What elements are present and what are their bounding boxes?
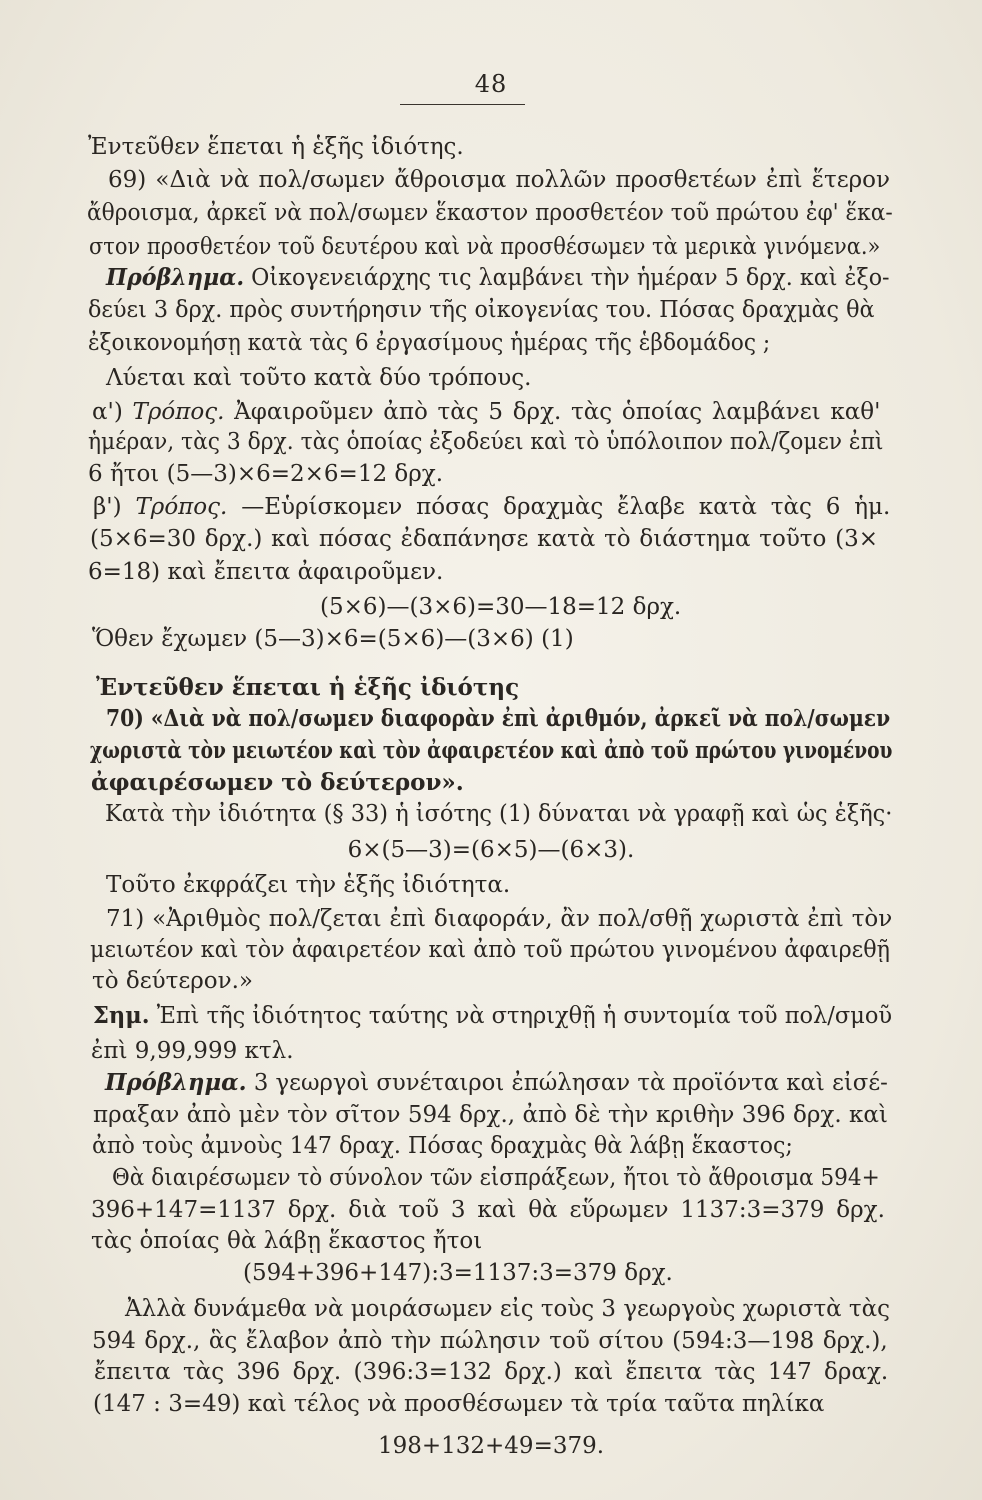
text-segment: Τρόπος. <box>132 399 225 425</box>
text-segment: ἀπὸ τοὺς ἀμνοὺς 147 δραχ. Πόσας δραχμὰς θὰ λάβῃ ἕκαστος; <box>92 1133 793 1159</box>
text-segment: 6×(5—3)=(6×5)—(6×3). <box>347 837 635 863</box>
text-segment: ἐπὶ 9,99,999 κτλ. <box>91 1038 294 1064</box>
text-line <box>93 1001 892 1031</box>
text-line <box>105 799 892 829</box>
text-line <box>89 232 880 262</box>
text-segment: 69) «Διὰ νὰ πολ/σωμεν ἄθροισμα πολλῶν προσθετέων ἐπὶ ἕτερον <box>108 167 890 193</box>
text-segment: τὸ δεύτερον.» <box>92 968 253 994</box>
text-line <box>92 397 880 427</box>
text-line <box>106 904 892 934</box>
text-segment: 198+132+49=379. <box>377 1433 605 1459</box>
text-line <box>88 459 443 489</box>
text-line <box>88 132 464 162</box>
text-segment: 6=18) καὶ ἔπειτα ἀφαιροῦμεν. <box>88 559 444 585</box>
text-line <box>88 295 875 325</box>
text-line <box>96 673 519 703</box>
text-segment: 70) «Διὰ νὰ πολ/σωμεν διαφορὰν ἐπὶ ἀριθμόν, ἀρκεῖ νὰ πολ/σωμεν <box>106 705 891 732</box>
text-segment: —Εὑρίσκομεν πόσας δραχμὰς ἔλαβε κατὰ τὰς 6 ἡμ. <box>227 494 891 520</box>
text-line <box>91 768 464 798</box>
text-line <box>243 1258 673 1288</box>
text-segment: μειωτέον καὶ τὸν ἀφαιρετέον καὶ ἀπὸ τοῦ πρώτου γινομένου ἀφαιρεθῇ <box>90 937 890 963</box>
text-segment: Σημ. <box>93 1002 150 1029</box>
text-segment: Θὰ διαιρέσωμεν τὸ σύνολον τῶν εἰσπράξεων, ἤτοι τὸ ἄθροισμα 594+ <box>112 1165 880 1191</box>
text-line <box>92 1326 888 1356</box>
text-segment: Ὅθεν ἔχωμεν (5—3)×6=(5×6)—(3×6) (1) <box>92 626 574 652</box>
text-segment: β') <box>93 494 136 520</box>
text-segment: Λύεται καὶ τοῦτο κατὰ δύο τρόπους. <box>106 365 532 391</box>
text-line <box>93 492 890 522</box>
text-line <box>90 736 892 766</box>
text-segment: 71) «Ἀριθμὸς πολ/ζεται ἐπὶ διαφοράν, ἂν πολ/σθῇ χωριστὰ ἐπὶ τὸν <box>106 906 893 932</box>
text-segment: Τρόπος. <box>135 494 228 520</box>
text-segment: Ἀλλὰ δυνάμεθα νὰ μοιράσωμεν εἰς τοὺς 3 γεωργοὺς χωριστὰ τὰς <box>125 1296 890 1322</box>
text-segment: ἡμέραν, τὰς 3 δρχ. τὰς ὁποίας ἐξοδεύει καὶ τὸ ὑπόλοιπον πολ/ζομεν ἐπὶ <box>88 429 884 455</box>
text-segment: ἐξοικονομήσῃ κατὰ τὰς 6 ἐργασίμους ἡμέρας τῆς ἑβδομάδος ; <box>88 330 771 356</box>
text-segment: Τοῦτο ἐκφράζει τὴν ἑξῆς ἰδιότητα. <box>106 872 511 898</box>
text-segment: (147 : 3=49) καὶ τέλος νὰ προσθέσωμεν τὰ τρία ταῦτα πηλίκα <box>93 1391 825 1417</box>
text-line <box>92 624 574 654</box>
page-number: 48 <box>474 70 508 98</box>
text-line <box>105 1068 888 1098</box>
text-line <box>88 328 770 358</box>
text-line <box>94 1357 888 1387</box>
text-segment: α') <box>92 399 133 425</box>
text-segment: (594+396+147):3=1137:3=379 δρχ. <box>243 1260 673 1286</box>
text-line <box>88 557 443 587</box>
text-line <box>106 870 510 900</box>
text-line <box>106 263 890 293</box>
text-line <box>88 427 883 457</box>
text-segment: Οἰκογενειάρχης τις λαμβάνει τὴν ἡμέραν 5 δρχ. καὶ ἐξο- <box>244 265 890 291</box>
text-line <box>93 1389 824 1419</box>
text-segment: Κατὰ τὴν ἰδιότητα (§ 33) ἡ ἰσότης (1) δύναται νὰ γραφῇ καὶ ὡς ἑξῆς· <box>105 801 893 827</box>
text-segment: Ἐντεῦθεν ἕπεται ἡ ἑξῆς ἰδιότης. <box>88 134 464 160</box>
text-segment: 3 γεωργοὶ συνέταιροι ἐπώλησαν τὰ προϊόντα καὶ εἰσέ- <box>246 1070 888 1096</box>
text-segment: χωριστὰ τὸν μειωτέον καὶ τὸν ἀφαιρετέον καὶ ἀπὸ τοῦ πρώτου γινομένου <box>90 737 893 764</box>
text-segment: πραξαν ἀπὸ μὲν τὸν σῖτον 594 δρχ., ἀπὸ δὲ τὴν κριθὴν 396 δρχ. καὶ <box>93 1102 888 1128</box>
text-line <box>87 198 893 228</box>
text-segment: στον προσθετέον τοῦ δευτέρου καὶ νὰ προσθέσωμεν τὰ μερικὰ γινόμενα.» <box>89 234 881 260</box>
text-line <box>106 363 531 393</box>
text-line <box>91 1226 482 1256</box>
text-line <box>92 966 253 996</box>
text-line <box>91 1195 885 1225</box>
text-segment: 396+147=1137 δρχ. διὰ τοῦ 3 καὶ θὰ εὕρωμεν 1137:3=379 δρχ. <box>91 1197 885 1223</box>
text-segment: Πρόβλημα. <box>105 1069 247 1096</box>
text-segment: ἔπειτα τὰς 396 δρχ. (396:3=132 δρχ.) καὶ ἔπειτα τὰς 147 δραχ. <box>94 1359 889 1385</box>
text-segment: (5×6=30 δρχ.) καὶ πόσας ἐδαπάνησε κατὰ τὸ διάστημα τοῦτο (3× <box>90 526 879 552</box>
text-line <box>108 165 890 195</box>
text-line <box>106 704 890 734</box>
text-line <box>0 835 982 865</box>
text-segment: (5×6)—(3×6)=30—18=12 δρχ. <box>320 594 682 620</box>
text-segment: ἄθροισμα, ἀρκεῖ νὰ πολ/σωμεν ἕκαστον προσθετέον τοῦ πρώτου ἐφ' ἕκα- <box>87 200 893 226</box>
text-segment: Ἀφαιροῦμεν ἀπὸ τὰς 5 δρχ. τὰς ὁποίας λαμβάνει καθ' <box>224 399 881 425</box>
text-line <box>90 935 890 965</box>
text-segment: 594 δρχ., ἃς ἔλαβον ἀπὸ τὴν πώλησιν τοῦ σίτου (594:3—198 δρχ.), <box>92 1328 888 1354</box>
text-segment: τὰς ὁποίας θὰ λάβῃ ἕκαστος ἤτοι <box>91 1228 483 1254</box>
text-segment: 6 ἤτοι (5—3)×6=2×6=12 δρχ. <box>88 461 444 487</box>
text-line <box>320 592 681 622</box>
text-segment: Ἐντεῦθεν ἕπεται ἡ ἑξῆς ἰδιότης <box>96 674 520 701</box>
header-rule <box>400 104 525 105</box>
text-segment: δεύει 3 δρχ. πρὸς συντήρησιν τῆς οἰκογενίας του. Πόσας δραχμὰς θὰ <box>88 297 875 323</box>
text-line <box>90 524 878 554</box>
text-segment: Πρόβλημα. <box>106 264 245 291</box>
text-segment: ἀφαιρέσωμεν τὸ δεύτερον». <box>91 769 464 796</box>
text-line <box>93 1100 888 1130</box>
text-line <box>91 1036 294 1066</box>
text-line <box>0 1431 982 1461</box>
text-segment: Ἐπὶ τῆς ἰδιότητος ταύτης νὰ στηριχθῇ ἡ συντομία τοῦ πολ/σμοῦ <box>149 1003 893 1029</box>
text-line <box>125 1294 890 1324</box>
text-line <box>92 1131 793 1161</box>
text-line <box>112 1163 880 1193</box>
